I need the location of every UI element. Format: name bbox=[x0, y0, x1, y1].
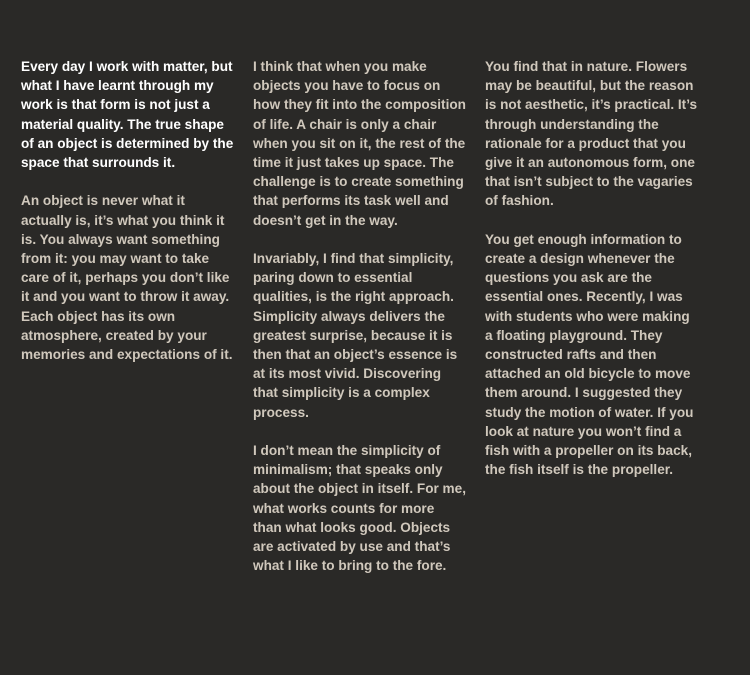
column-2 bbox=[253, 57, 466, 595]
paragraph: An object is never what it actually is, it’s what you think it is. You always want something from it: you may want to take care of it, perhaps you don’t like it and you want to throw it away. Each object has its own atmosphere, created by your memories and expectations of it. bbox=[21, 193, 233, 363]
lead-paragraph: Every day I work with matter, but what I have learnt through my work is that form is not just a material quality. The true shape of an object is determined by the space that surrounds it. bbox=[21, 59, 234, 171]
paragraph: I don’t mean the simplicity of minimalism; that speaks only about the object in itself. For me, what works counts for more than what looks good. Objects are activated by use and that’s what I like to bring to the fore. bbox=[253, 443, 466, 574]
paragraph: You find that in nature. Flowers may be beautiful, but the reason is not aesthetic, it’s practical. It’s through understanding the rationale for a product that you give it an autonomous form, one that isn’t subject to the vagaries of fashion. bbox=[485, 59, 698, 209]
column-3 bbox=[485, 57, 698, 499]
paragraph: I think that when you make objects you have to focus on how they fit into the composition of life. A chair is only a chair when you sit on it, the rest of the time it just takes up space. The challenge is to create something that performs its task well and doesn’t get in the way. bbox=[253, 59, 466, 228]
paragraph: Invariably, I find that simplicity, paring down to essential qualities, is the right approach. Simplicity always delivers the greatest surprise, because it is then that an object’s essence is at its most vivid. Discovering that simplicity is a complex process. bbox=[253, 251, 458, 420]
column-1 bbox=[21, 57, 234, 383]
paragraph: You get enough information to create a design whenever the questions you ask are the essential ones. Recently, I was with students who were making a floating playground. They constructed rafts and then attached an old bicycle to move them around. I suggested they study the motion of water. If you look at nature you won’t find a fish with a propeller on its back, the fish itself is the propeller. bbox=[485, 231, 694, 478]
